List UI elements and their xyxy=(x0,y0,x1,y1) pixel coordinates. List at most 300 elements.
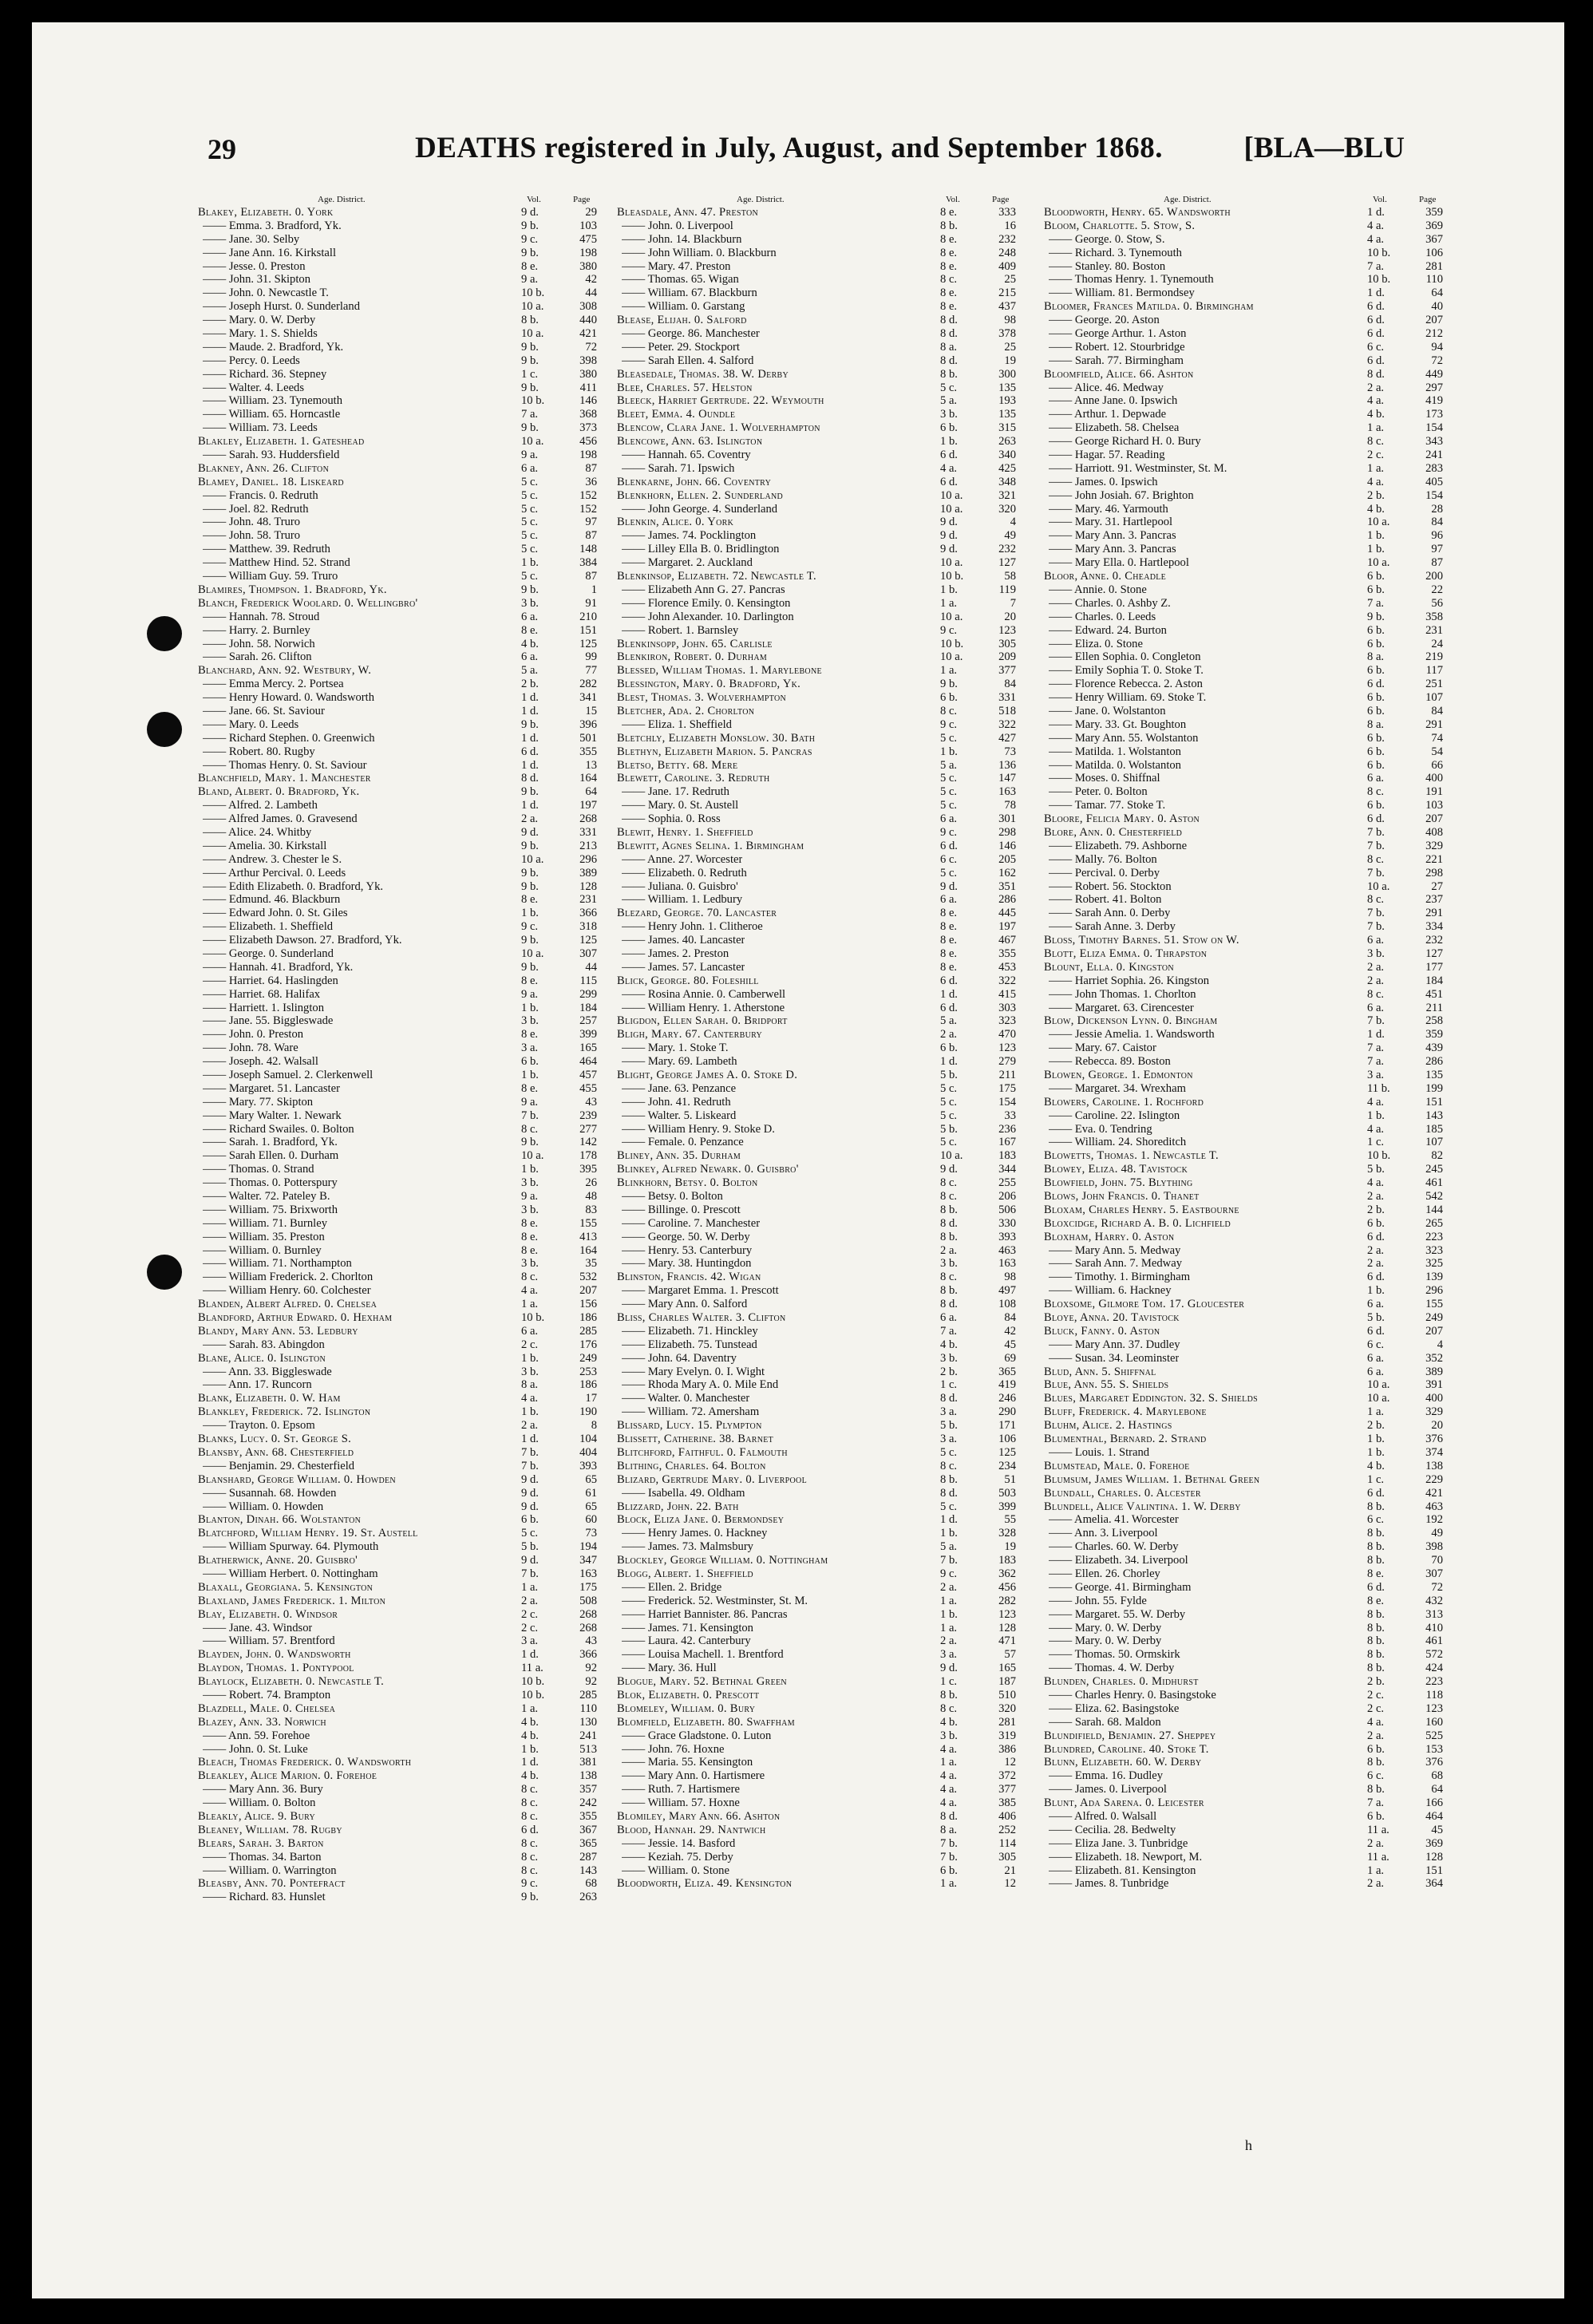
entry-name: —— Maria. 55. Kensington xyxy=(622,1756,753,1769)
entry-page: 399 xyxy=(998,1500,1016,1513)
register-entry xyxy=(1044,1405,1447,1419)
entry-name: —— Charles. 60. W. Derby xyxy=(1049,1540,1179,1554)
entry-volume: 1 d. xyxy=(521,1433,539,1446)
entry-volume: 1 a. xyxy=(1367,1864,1385,1877)
entry-name: —— Robert. 41. Bolton xyxy=(1049,893,1162,907)
entry-page: 467 xyxy=(998,934,1016,947)
entry-name: —— Sarah Ann. 0. Derby xyxy=(1049,907,1171,920)
entry-page: 286 xyxy=(998,893,1016,907)
entry-name: Bligh, Mary. 67. Canterbury xyxy=(617,1028,763,1041)
register-entry xyxy=(1044,840,1447,853)
entry-page: 340 xyxy=(998,449,1016,462)
entry-volume: 9 b. xyxy=(521,381,539,394)
entry-volume: 8 d. xyxy=(1367,367,1385,381)
register-entry xyxy=(1044,260,1447,274)
entry-page: 64 xyxy=(585,785,597,799)
entry-volume: 5 c. xyxy=(940,1445,958,1459)
entry-name: Blewett, Caroline. 3. Redruth xyxy=(617,772,770,785)
entry-volume: 8 d. xyxy=(940,314,958,327)
entry-page: 400 xyxy=(1425,1392,1443,1405)
entry-name: —— Emma. 16. Dudley xyxy=(1049,1769,1164,1783)
entry-name: —— Billinge. 0. Prescott xyxy=(622,1203,741,1216)
vol-header: Vol. xyxy=(946,195,960,204)
entry-volume: 1 d. xyxy=(521,704,539,717)
entry-name: —— Harriet. 64. Haslingden xyxy=(203,974,338,987)
register-entry xyxy=(198,974,601,988)
entry-page: 510 xyxy=(998,1688,1016,1702)
entry-volume: 9 c. xyxy=(521,1877,539,1891)
entry-volume: 9 b. xyxy=(521,866,539,879)
register-entry xyxy=(1044,570,1447,583)
entry-volume: 2 a. xyxy=(940,1243,958,1257)
entry-volume: 6 a. xyxy=(521,650,539,664)
register-entry xyxy=(198,759,601,773)
entry-name: —— Mary Ann. 3. Pancras xyxy=(1049,543,1176,556)
entry-page: 355 xyxy=(579,745,597,758)
entry-name: —— Matthew. 39. Redruth xyxy=(203,543,330,556)
register-entry xyxy=(198,219,601,233)
register-entry xyxy=(617,1231,1020,1244)
register-entry xyxy=(1044,1540,1447,1554)
entry-name: Bleach, Thomas Frederick. 0. Wandsworth xyxy=(198,1756,412,1769)
entry-name: Block, Eliza Jane. 0. Bermondsey xyxy=(617,1513,785,1527)
entry-volume: 2 a. xyxy=(940,1634,958,1648)
entry-page: 457 xyxy=(579,1069,597,1081)
entry-page: 25 xyxy=(1004,273,1016,287)
register-entry xyxy=(1044,1082,1447,1096)
entry-volume: 6 c. xyxy=(1367,340,1385,354)
entry-volume: 4 b. xyxy=(1367,408,1385,421)
entry-volume: 7 b. xyxy=(1367,866,1385,879)
entry-page: 42 xyxy=(585,273,597,287)
entry-page: 198 xyxy=(579,246,597,259)
entry-volume: 4 a. xyxy=(1367,1095,1385,1109)
register-entry xyxy=(617,1176,1020,1190)
entry-name: Blakley, Elizabeth. 1. Gateshead xyxy=(198,435,365,449)
register-entry xyxy=(617,314,1020,327)
entry-name: —— William. 75. Brixworth xyxy=(203,1203,338,1216)
page-number: 29 xyxy=(208,133,236,165)
entry-page: 185 xyxy=(1425,1122,1443,1136)
entry-name: —— Thomas Henry. 0. St. Saviour xyxy=(203,758,367,772)
entry-volume: 3 b. xyxy=(521,1176,539,1190)
entry-volume: 1 b. xyxy=(940,1607,958,1621)
register-entry xyxy=(198,907,601,920)
entry-volume: 3 b. xyxy=(521,596,539,610)
entry-volume: 4 b. xyxy=(940,1715,958,1729)
entry-page: 125 xyxy=(579,934,597,947)
entry-page: 411 xyxy=(579,381,597,394)
entry-name: —— Henry James. 0. Hackney xyxy=(622,1527,768,1540)
register-entry xyxy=(198,394,601,408)
entry-name: —— James. 40. Lancaster xyxy=(622,934,745,947)
entry-volume: 7 b. xyxy=(940,1836,958,1850)
entry-name: —— Mary. 0. W. Derby xyxy=(1049,1621,1162,1634)
entry-page: 405 xyxy=(1425,475,1443,488)
entry-volume: 6 d. xyxy=(940,475,958,488)
entry-page: 164 xyxy=(579,772,597,785)
entry-volume: 5 a. xyxy=(940,394,958,408)
entry-page: 163 xyxy=(579,1567,597,1580)
register-entry xyxy=(198,1204,601,1217)
entry-volume: 2 c. xyxy=(1367,1688,1385,1702)
entry-name: Bluck, Fanny. 0. Aston xyxy=(1044,1324,1160,1338)
entry-volume: 8 c. xyxy=(940,1271,958,1284)
entry-name: —— John. 0. Preston xyxy=(203,1028,304,1041)
entry-name: —— Richard. 83. Hunslet xyxy=(203,1891,326,1904)
entry-name: —— Edward. 24. Burton xyxy=(1049,623,1167,637)
entry-name: Blanden, Albert Alfred. 0. Chelsea xyxy=(198,1298,377,1311)
register-entry xyxy=(198,772,601,785)
entry-page: 164 xyxy=(579,1243,597,1257)
register-entry xyxy=(1044,1554,1447,1567)
entry-name: —— Anne. 27. Worcester xyxy=(622,852,743,866)
entry-volume: 6 b. xyxy=(940,421,958,435)
entry-name: Blethyn, Elizabeth Marion. 5. Pancras xyxy=(617,745,812,758)
entry-volume: 8 e. xyxy=(940,259,958,273)
entry-page: 107 xyxy=(1425,1136,1443,1149)
entry-name: —— Mary Ann. 55. Wolstanton xyxy=(1049,731,1199,745)
entry-name: —— William. 0. Howden xyxy=(203,1500,324,1513)
entry-volume: 8 e. xyxy=(521,1081,539,1095)
entry-volume: 5 c. xyxy=(940,1081,958,1095)
register-entry xyxy=(1044,853,1447,867)
entry-volume: 8 e. xyxy=(940,232,958,246)
entry-name: Bland, Albert. 0. Bradford, Yk. xyxy=(198,785,360,799)
entry-page: 365 xyxy=(579,1836,597,1850)
register-entry xyxy=(617,1325,1020,1338)
register-entry xyxy=(617,1217,1020,1231)
register-entry xyxy=(617,1662,1020,1675)
entry-name: —— Laura. 42. Canterbury xyxy=(622,1634,751,1648)
entry-page: 27 xyxy=(1431,879,1443,893)
entry-volume: 3 b. xyxy=(940,408,958,421)
register-entry xyxy=(198,611,601,624)
entry-name: Blowen, George. 1. Edmonton xyxy=(1044,1069,1193,1081)
register-entry xyxy=(617,1298,1020,1311)
entry-page: 144 xyxy=(1425,1203,1443,1216)
register-entry xyxy=(198,638,601,651)
entry-name: —— Amelia. 30. Kirkstall xyxy=(203,839,327,852)
register-entry xyxy=(617,1864,1020,1878)
entry-page: 171 xyxy=(998,1419,1016,1433)
entry-name: —— Sarah Anne. 3. Derby xyxy=(1049,920,1176,934)
register-entry xyxy=(617,1769,1020,1783)
entry-page: 393 xyxy=(579,1459,597,1472)
vol-header: Vol. xyxy=(1373,195,1387,204)
entry-volume: 8 c. xyxy=(940,1176,958,1190)
entry-volume: 1 d. xyxy=(1367,1028,1385,1041)
register-entry xyxy=(617,1204,1020,1217)
entry-page: 355 xyxy=(579,1809,597,1823)
register-entry xyxy=(617,489,1020,503)
entry-volume: 9 d. xyxy=(940,529,958,543)
entry-page: 12 xyxy=(1004,1756,1016,1769)
entry-volume: 4 a. xyxy=(1367,232,1385,246)
register-entry xyxy=(1044,1190,1447,1204)
register-entry xyxy=(198,597,601,611)
register-entry xyxy=(617,462,1020,476)
entry-name: Bloodworth, Eliza. 49. Kensington xyxy=(617,1877,793,1891)
register-entry xyxy=(1044,1810,1447,1824)
register-entry xyxy=(617,233,1020,247)
entry-page: 183 xyxy=(998,1149,1016,1163)
entry-volume: 6 a. xyxy=(940,812,958,826)
register-entry xyxy=(198,867,601,880)
register-entry xyxy=(1044,1446,1447,1460)
register-entry xyxy=(198,961,601,974)
entry-volume: 1 a. xyxy=(940,1756,958,1769)
entry-page: 127 xyxy=(1425,947,1443,960)
register-entry xyxy=(617,1783,1020,1796)
entry-name: Blenkarne, John. 66. Coventry xyxy=(617,475,772,488)
entry-page: 212 xyxy=(1425,327,1443,341)
entry-volume: 1 b. xyxy=(940,745,958,758)
entry-volume: 1 b. xyxy=(521,1405,539,1419)
register-entry xyxy=(198,1325,601,1338)
entry-page: 437 xyxy=(998,300,1016,314)
register-entry xyxy=(1044,1851,1447,1864)
register-entry xyxy=(1044,314,1447,327)
entry-page: 251 xyxy=(1425,678,1443,691)
register-entry xyxy=(1044,1392,1447,1405)
register-entry xyxy=(617,516,1020,529)
entry-name: —— Jane. 0. Wolstanton xyxy=(1049,704,1166,717)
entry-page: 84 xyxy=(1431,704,1443,717)
binder-hole xyxy=(147,616,182,651)
entry-name: —— John. 41. Redruth xyxy=(622,1095,731,1109)
register-entry xyxy=(617,705,1020,718)
entry-name: —— Sarah. 83. Abingdon xyxy=(203,1338,325,1351)
register-entry xyxy=(198,1622,601,1635)
entry-name: Bleasedale, Thomas. 38. W. Derby xyxy=(617,367,789,381)
entry-page: 66 xyxy=(1431,758,1443,772)
register-entry xyxy=(198,853,601,867)
entry-name: —— Walter. 0. Manchester xyxy=(622,1392,750,1405)
entry-volume: 11 b. xyxy=(1367,1081,1390,1095)
entry-name: Blunn, Elizabeth. 60. W. Derby xyxy=(1044,1756,1202,1769)
entry-volume: 7 b. xyxy=(940,1850,958,1864)
entry-name: —— Tamar. 77. Stoke T. xyxy=(1049,799,1166,812)
register-entry xyxy=(1044,826,1447,840)
entry-volume: 1 a. xyxy=(1367,461,1385,475)
register-entry xyxy=(198,1338,601,1352)
entry-page: 77 xyxy=(585,664,597,678)
entry-name: —— Alfred James. 0. Gravesend xyxy=(203,812,358,826)
entry-name: Blogue, Mary. 52. Bethnal Green xyxy=(617,1675,787,1689)
register-entry xyxy=(198,705,601,718)
entry-volume: 4 b. xyxy=(1367,1459,1385,1472)
register-entry xyxy=(1044,1783,1447,1796)
entry-page: 322 xyxy=(998,974,1016,987)
entry-page: 123 xyxy=(998,1607,1016,1621)
entry-page: 26 xyxy=(585,1176,597,1190)
entry-page: 298 xyxy=(1425,866,1443,879)
entry-volume: 10 b. xyxy=(1367,1149,1391,1163)
entry-page: 359 xyxy=(1425,206,1443,219)
entry-page: 249 xyxy=(1425,1311,1443,1325)
entry-name: —— John. 0. Newcastle T. xyxy=(203,287,329,300)
entry-volume: 5 c. xyxy=(940,1095,958,1109)
entry-page: 123 xyxy=(1425,1702,1443,1715)
entry-page: 362 xyxy=(998,1567,1016,1580)
register-entry xyxy=(1044,1500,1447,1514)
entry-volume: 9 b. xyxy=(521,934,539,947)
entry-page: 249 xyxy=(579,1351,597,1365)
register-entry xyxy=(1044,934,1447,947)
register-entry xyxy=(198,341,601,354)
entry-name: —— Mary. 0. St. Austell xyxy=(622,799,739,812)
entry-name: Blore, Ann. 0. Chesterfield xyxy=(1044,825,1183,839)
entry-volume: 9 d. xyxy=(940,1662,958,1675)
register-entry xyxy=(198,1271,601,1284)
entry-name: —— Hagar. 57. Reading xyxy=(1049,449,1165,462)
entry-name: —— John William. 0. Blackburn xyxy=(622,246,777,259)
entry-volume: 6 b. xyxy=(1367,691,1385,705)
register-entry xyxy=(617,381,1020,395)
entry-page: 151 xyxy=(1425,1864,1443,1877)
entry-volume: 1 b. xyxy=(1367,543,1385,556)
entry-volume: 8 b. xyxy=(940,219,958,232)
register-entry xyxy=(198,368,601,381)
entry-name: —— Caroline. 22. Islington xyxy=(1049,1109,1180,1122)
entry-page: 384 xyxy=(579,556,597,570)
entry-page: 84 xyxy=(1004,1311,1016,1325)
register-entry xyxy=(617,920,1020,934)
entry-name: Bloxsome, Gilmore Tom. 17. Gloucester xyxy=(1044,1298,1245,1311)
entry-volume: 3 b. xyxy=(940,1729,958,1742)
register-entry xyxy=(198,947,601,961)
register-entry xyxy=(1044,1338,1447,1352)
age-district-header: Age. District. xyxy=(1164,195,1212,204)
entry-page: 385 xyxy=(998,1796,1016,1810)
entry-page: 55 xyxy=(1004,1513,1016,1527)
entry-page: 281 xyxy=(998,1715,1016,1729)
entry-page: 305 xyxy=(998,1850,1016,1864)
register-entry xyxy=(617,421,1020,435)
register-entry xyxy=(1044,624,1447,638)
register-entry xyxy=(198,1352,601,1366)
entry-page: 296 xyxy=(579,852,597,866)
entry-name: —— Moses. 0. Shiffnal xyxy=(1049,772,1160,785)
entry-volume: 9 d. xyxy=(521,1486,539,1500)
entry-volume: 2 a. xyxy=(1367,1257,1385,1271)
entry-volume: 6 a. xyxy=(521,610,539,623)
register-entry xyxy=(198,354,601,368)
entry-name: —— John Thomas. 1. Chorlton xyxy=(1049,987,1196,1001)
entry-name: —— Harriott. 91. Westminster, St. M. xyxy=(1049,461,1227,475)
entry-page: 58 xyxy=(1004,570,1016,583)
register-entry xyxy=(617,1460,1020,1473)
entry-name: —— Mary. 77. Skipton xyxy=(203,1095,314,1109)
entry-name: —— Matthew Hind. 52. Strand xyxy=(203,556,350,570)
entry-name: Bluff, Frederick. 4. Marylebone xyxy=(1044,1405,1207,1419)
register-entry xyxy=(617,974,1020,988)
register-entry xyxy=(617,1824,1020,1837)
register-entry xyxy=(617,1567,1020,1581)
entry-name: —— Susan. 34. Leominster xyxy=(1049,1351,1180,1365)
entry-page: 451 xyxy=(1425,987,1443,1001)
entry-volume: 6 d. xyxy=(1367,1580,1385,1594)
register-page xyxy=(32,22,1564,2298)
entry-name: —— Elizabeth. 58. Chelsea xyxy=(1049,421,1180,435)
entry-name: Blanchard, Ann. 92. Westbury, W. xyxy=(198,664,372,678)
entry-page: 154 xyxy=(1425,488,1443,502)
entry-page: 99 xyxy=(585,650,597,664)
entry-page: 87 xyxy=(585,461,597,475)
entry-name: Blenkiron, Robert. 0. Durham xyxy=(617,650,768,664)
register-entry xyxy=(1044,1028,1447,1041)
entry-name: —— Arthur Percival. 0. Leeds xyxy=(203,866,346,879)
entry-page: 368 xyxy=(579,408,597,421)
entry-page: 194 xyxy=(579,1540,597,1554)
register-entry xyxy=(617,583,1020,597)
entry-volume: 8 b. xyxy=(940,1203,958,1216)
register-entry xyxy=(198,1648,601,1662)
register-entry xyxy=(1044,1716,1447,1729)
entry-name: Blessed, William Thomas. 1. Marylebone xyxy=(617,664,822,678)
register-entry xyxy=(198,1446,601,1460)
register-entry xyxy=(617,341,1020,354)
register-entry xyxy=(1044,867,1447,880)
entry-volume: 8 d. xyxy=(940,1392,958,1405)
entry-name: Bloxham, Harry. 0. Aston xyxy=(1044,1230,1175,1243)
entry-page: 70 xyxy=(1431,1554,1443,1567)
register-entry xyxy=(198,826,601,840)
entry-page: 154 xyxy=(1425,421,1443,435)
entry-name: —— Margaret. 55. W. Derby xyxy=(1049,1607,1186,1621)
register-entry xyxy=(617,1366,1020,1379)
entry-name: Blatchford, William Henry. 19. St. Austell xyxy=(198,1527,418,1540)
entry-volume: 9 a. xyxy=(521,1095,539,1109)
entry-volume: 8 c. xyxy=(940,704,958,717)
entry-name: Blomiley, Mary Ann. 66. Ashton xyxy=(617,1809,781,1823)
entry-page: 54 xyxy=(1431,745,1443,758)
register-entry xyxy=(1044,650,1447,664)
entry-name: —— John. 78. Ware xyxy=(203,1041,298,1055)
entry-name: —— Robert. 74. Brampton xyxy=(203,1688,331,1702)
entry-name: —— Mary Evelyn. 0. I. Wight xyxy=(622,1365,765,1378)
register-entry xyxy=(617,570,1020,583)
entry-page: 45 xyxy=(1004,1338,1016,1351)
entry-volume: 6 b. xyxy=(1367,637,1385,650)
entry-volume: 1 b. xyxy=(521,1351,539,1365)
entry-page: 104 xyxy=(579,1433,597,1446)
register-entry xyxy=(1044,597,1447,611)
entry-volume: 6 d. xyxy=(521,745,539,758)
entry-name: Blenkinsopp, John. 65. Carlisle xyxy=(617,637,773,650)
entry-volume: 8 d. xyxy=(940,1216,958,1230)
register-entry xyxy=(198,300,601,314)
entry-volume: 2 c. xyxy=(521,1607,539,1621)
entry-volume: 7 a. xyxy=(1367,259,1385,273)
entry-page: 165 xyxy=(579,1041,597,1055)
entry-name: —— Jane. 43. Windsor xyxy=(203,1621,313,1634)
entry-name: —— Mary Ella. 0. Hartlepool xyxy=(1049,556,1189,570)
entry-page: 369 xyxy=(1425,1836,1443,1850)
register-entry xyxy=(617,1271,1020,1284)
entry-volume: 6 b. xyxy=(940,691,958,705)
entry-name: Blankley, Frederick. 72. Islington xyxy=(198,1405,371,1419)
entry-volume: 3 a. xyxy=(940,1648,958,1662)
register-entry xyxy=(198,556,601,570)
entry-name: —— Joel. 82. Redruth xyxy=(203,502,309,516)
entry-page: 65 xyxy=(585,1500,597,1513)
entry-name: Bleakly, Alice. 9. Bury xyxy=(198,1809,316,1823)
entry-name: —— William Henry. 60. Colchester xyxy=(203,1284,371,1298)
register-entry xyxy=(1044,1729,1447,1743)
entry-name: Blissard, Lucy. 15. Plympton xyxy=(617,1419,762,1433)
